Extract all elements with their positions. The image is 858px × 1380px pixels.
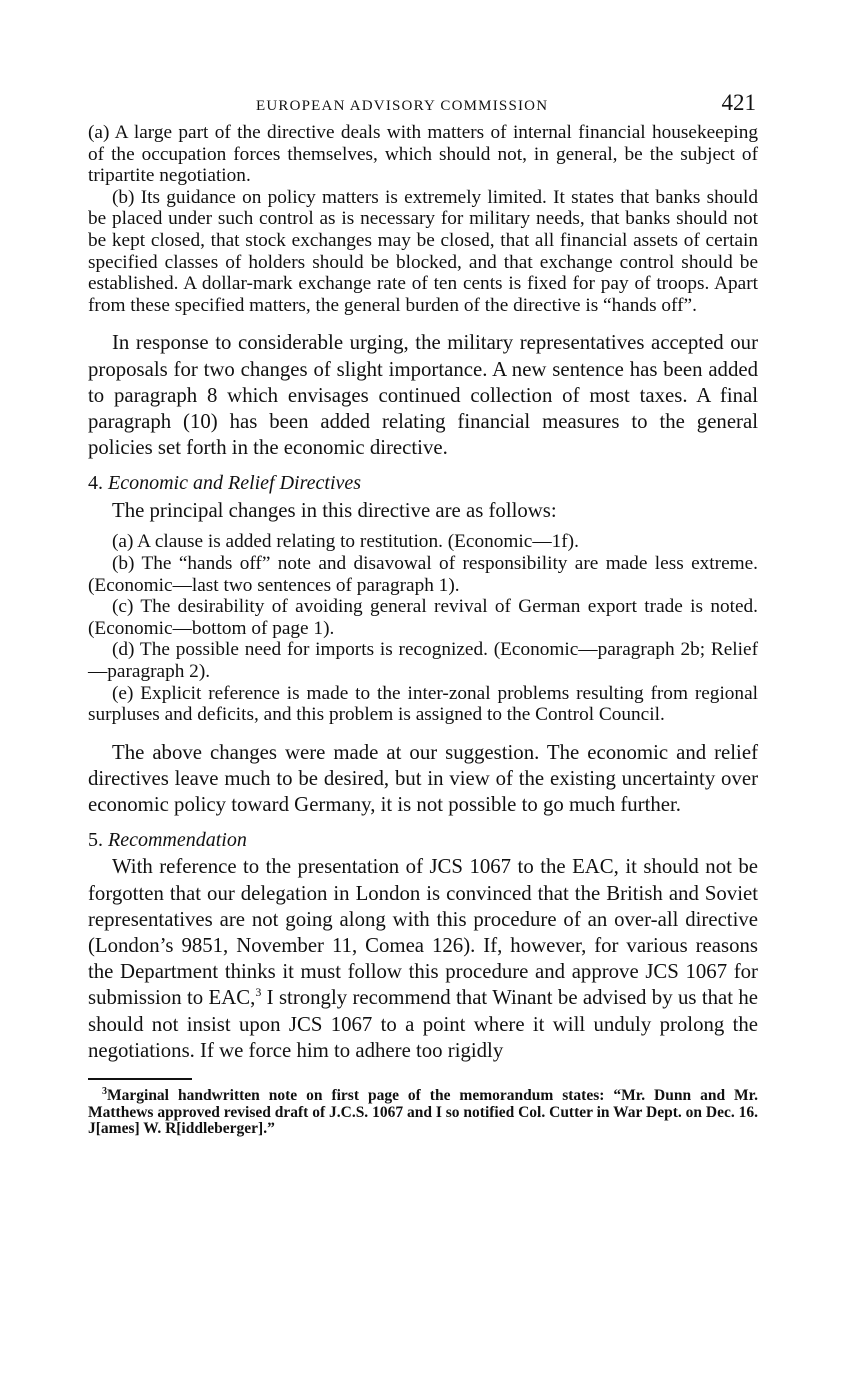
section5-body <box>88 854 758 1064</box>
document-page <box>88 88 758 1138</box>
response-paragraph: In response to considerable urging, the military representatives accepted our proposals for two changes of slight importance. A new sentence has been added to paragraph 8 which envisages continued collection of most taxes. A final paragraph (10) has been added relating financial measures to the general policies set forth in the economic directive. <box>88 331 758 460</box>
footnote-marker: 3 <box>102 1085 107 1097</box>
footnote-reference: 3 <box>255 985 262 1000</box>
section5-text-end: I strongly recommend that Winant be advised by us that he should not insist upon JCS 1067 to a point where it will unduly prolong the negotiations. If we force him to adhere too rigidly <box>88 986 758 1062</box>
section4-closing: The above changes were made at our suggestion. The economic and relief directives leave much to be desired, but in view of the existing uncertainty over economic policy toward Germany, it is not possible to go much further. <box>88 740 758 817</box>
section5-paragraph <box>88 854 758 1064</box>
section4-heading <box>88 469 758 497</box>
list-item: (e) Explicit reference is made to the inter-zonal problems resulting from regional surpluses and deficits, and this problem is assigned to the Control Council. <box>88 682 758 726</box>
list-item: (b) Its guidance on policy matters is extremely limited. It states that banks should be placed under such control as is necessary for military needs, that banks should not be kept closed, that stock exchanges may be closed, that all financial assets of certain specified classes of holders should be blocked, and that exchange control should be established. A dollar-mark exchange rate of ten cents is fixed for pay of troops. Apart from these specified matters, the general burden of the directive is “hands off”. <box>88 186 758 316</box>
list-item: (b) The “hands off” note and disavowal of responsibility are made less extreme. (Economic—last two sentences of paragraph 1). <box>88 552 758 596</box>
section5-heading <box>88 826 758 854</box>
section5-text-start: With reference to the presentation of JCS 1067 to the EAC, it should not be forgotten that our delegation in London is convinced that the British and Soviet representatives are not going along with this procedure of an over-all directive (London’s 9851, November 11, Comea 126). If, however, for various reasons the Department thinks it must follow this procedure and approve JCS 1067 for submission to EAC, <box>88 855 758 1010</box>
section4-items <box>88 531 758 725</box>
list-item: (a) A clause is added relating to restitution. (Economic—1f). <box>112 531 579 553</box>
section5-number: 5. <box>88 829 103 852</box>
footnote-text: Marginal handwritten note on first page of the memorandum states: “Mr. Dunn and Mr. Matthews approved revised draft of J.C.S. 1067 and I so notified Col. Cutter in War Dept. on Dec. 16. J[ames] W. R[iddleberger].” <box>88 1086 758 1138</box>
page-number: 421 <box>721 90 756 115</box>
list-item: (c) The desirability of avoiding general revival of German export trade is noted. (Economic—bottom of page 1). <box>88 596 758 639</box>
section4-title: Economic and Relief Directives <box>108 472 362 495</box>
section4-intro: The principal changes in this directive are as follows: <box>112 499 557 523</box>
footnote-divider <box>88 1078 192 1080</box>
footnote <box>88 1085 758 1138</box>
list-item: (a) A large part of the directive deals with matters of internal financial housekeeping of the occupation forces themselves, which should not, in general, be the subject of tripartite negotiation. <box>88 122 758 187</box>
list-item: (d) The possible need for imports is recognized. (Economic—paragraph 2b; Relief—paragraph 2). <box>88 639 758 682</box>
section4-closing-block <box>88 740 758 819</box>
section4-number: 4. <box>88 472 103 495</box>
section5-title: Recommendation <box>108 829 247 852</box>
running-head: EUROPEAN ADVISORY COMMISSION <box>256 98 549 114</box>
section3-items <box>88 122 758 316</box>
response-paragraph-block <box>88 330 758 461</box>
page-header <box>88 88 758 122</box>
